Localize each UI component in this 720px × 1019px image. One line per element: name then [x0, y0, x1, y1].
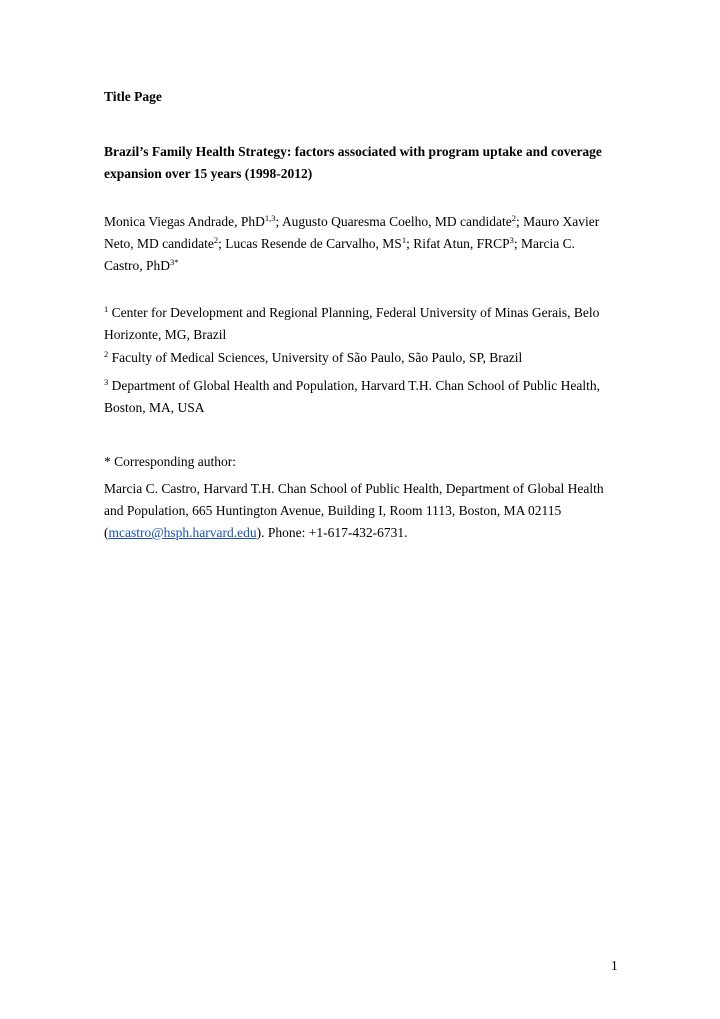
corresponding-author-label: * Corresponding author:: [104, 454, 236, 469]
affiliation-text: Department of Global Health and Population, Harvard T.H. Chan School of Public Health, Boston, MA, USA: [104, 378, 601, 415]
affiliation-number: 2: [104, 349, 109, 359]
author-name: Augusto Quaresma Coelho, MD candidate: [281, 214, 512, 229]
affiliation-text: Faculty of Medical Sciences, University of São Paulo, São Paulo, SP, Brazil: [111, 350, 523, 365]
author-name: Mauro Xavier Neto, MD candidate: [104, 214, 600, 251]
paper-title: Brazil’s Family Health Strategy: factors associated with program uptake and coverage expansion over 15 years (1998-2012): [104, 144, 602, 181]
author-affiliation-marker: 3*: [170, 257, 179, 267]
author-separator: ;: [406, 236, 414, 251]
corresponding-address: Marcia C. Castro, Harvard T.H. Chan School of Public Health, Department of Global Health and Population, 665 Huntington Avenue, Building I, Room 1113, Boston, MA 02115 (: [104, 481, 604, 540]
corresponding-phone: ). Phone: +1-617-432-6731.: [256, 525, 408, 540]
author-affiliation-marker: 2: [511, 213, 517, 223]
section-heading: Title Page: [104, 89, 162, 104]
author-name: Marcia C. Castro, PhD: [104, 236, 575, 273]
author-list: [104, 211, 614, 277]
document-page: [104, 0, 614, 1019]
page-number: 1: [611, 958, 618, 973]
author-entry: [225, 236, 413, 251]
author-separator: ;: [513, 236, 522, 251]
corresponding-author-details: [104, 478, 614, 544]
affiliation-2: [104, 347, 614, 369]
affiliation-number: 3: [104, 377, 109, 387]
email-link[interactable]: mcastro@hsph.harvard.edu: [108, 525, 257, 540]
author-name: Rifat Atun, FRCP: [413, 236, 510, 251]
author-entry: [104, 214, 282, 229]
affiliation-text: Center for Development and Regional Planning, Federal University of Minas Gerais, Belo Horizonte, MG, Brazil: [104, 305, 600, 342]
author-entry: [413, 236, 521, 251]
author-affiliation-marker: 2: [213, 235, 219, 245]
affiliation-number: 1: [104, 304, 109, 314]
author-separator: ;: [516, 214, 524, 229]
author-separator: ;: [218, 236, 226, 251]
author-affiliation-marker: 1: [401, 235, 407, 245]
author-affiliation-marker: 3: [509, 235, 514, 245]
author-entry: [282, 214, 523, 229]
author-affiliation-marker: 1,3: [264, 213, 276, 223]
affiliation-1: [104, 302, 614, 346]
author-name: Monica Viegas Andrade, PhD: [104, 214, 265, 229]
affiliation-3: [104, 375, 614, 419]
author-name: Lucas Resende de Carvalho, MS: [225, 236, 402, 251]
author-separator: ;: [275, 214, 282, 229]
